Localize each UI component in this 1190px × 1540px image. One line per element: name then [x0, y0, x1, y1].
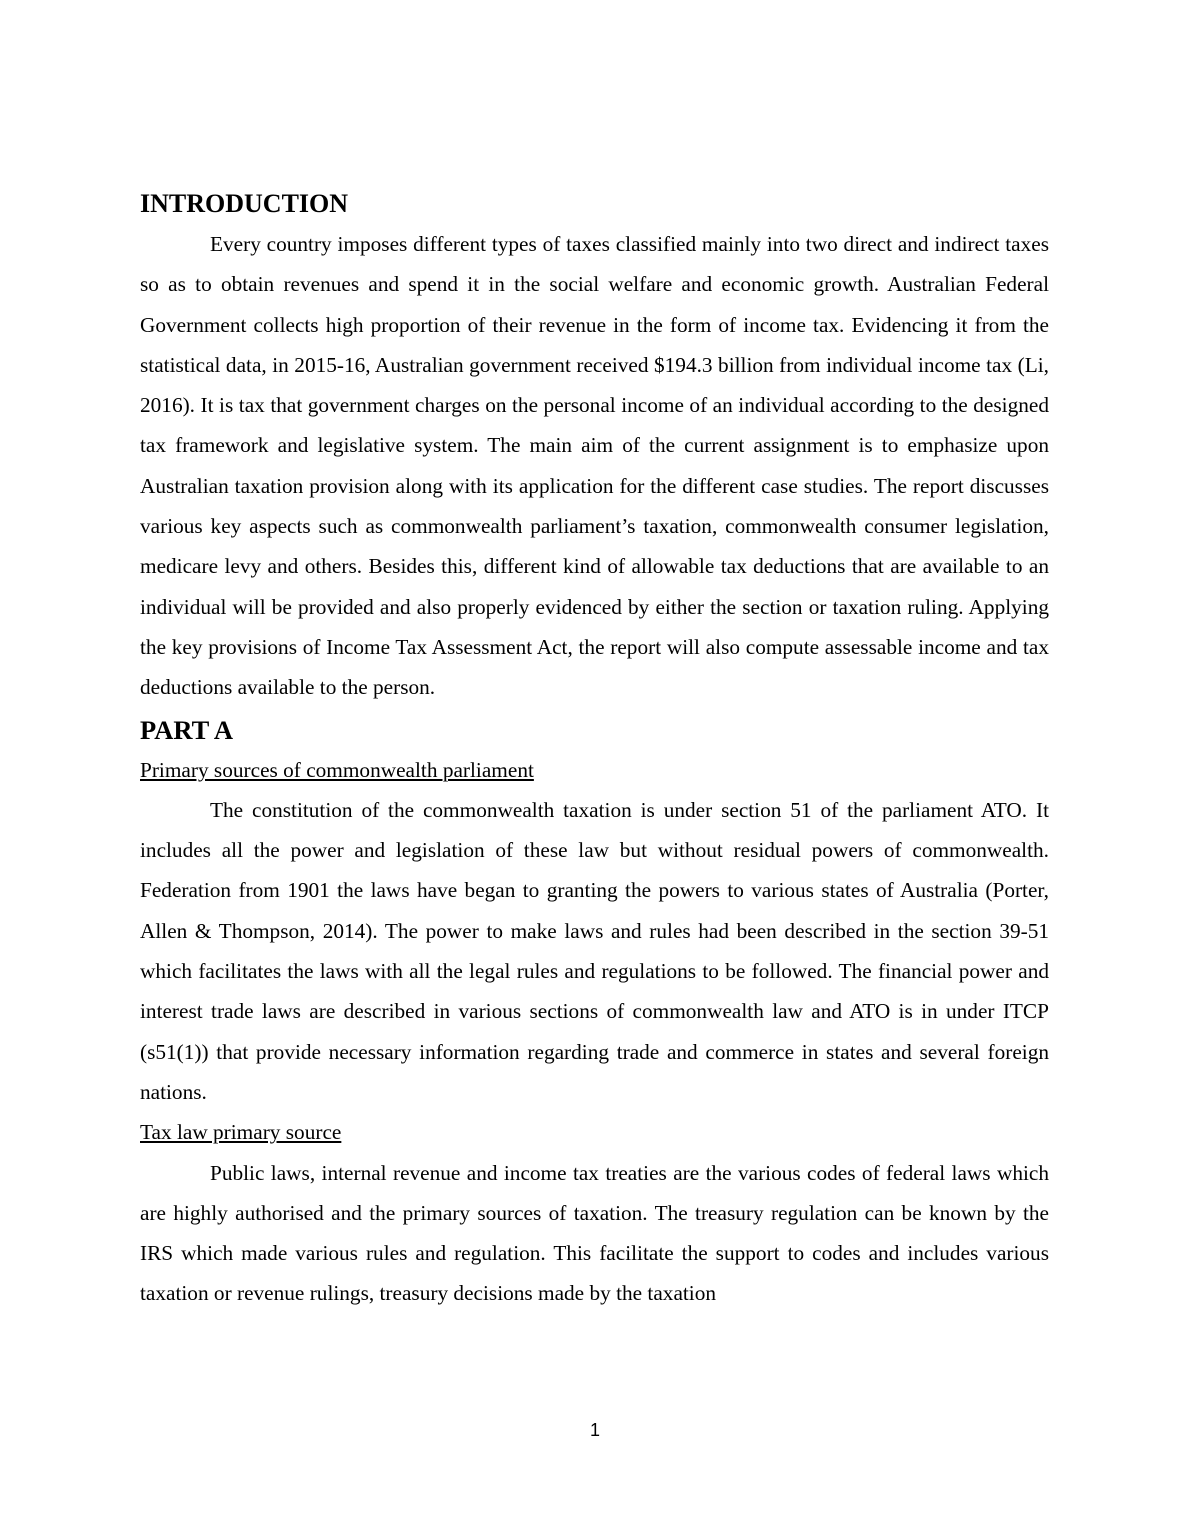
subsection-title-tax-law: Tax law primary source — [140, 1120, 342, 1145]
part-a-heading: PART A — [140, 714, 234, 745]
tax-law-paragraph: Public laws, internal revenue and income tax treaties are the various codes of federal laws which are highly authorised and the primary sources of taxation. The treasury regulation can be known by the IRS which made various rules and regulation. This facilitate the support to codes and includes various taxation or revenue rulings, treasury decisions made by the taxation — [140, 1160, 1049, 1306]
primary-sources-paragraph: The constitution of the commonwealth taxation is under section 51 of the parliament ATO. It includes all the power and legislation of these law but without residual powers of commonwealth. Federation from 1901 the laws have began to granting the powers to various states of Australia (Porter, Allen & Thompson, 2014). The power to make laws and rules had been described in the section 39-51 which facilitates the laws with all the legal rules and regulations to be followed. The financial power and interest trade laws are described in various sections of commonwealth law and ATO is in under ITCP (s51(1)) that provide necessary information regarding trade and commerce in states and several foreign nations. — [140, 797, 1049, 1104]
introduction-paragraph: Every country imposes different types of taxes classified mainly into two direct and indirect taxes so as to obtain revenues and spend it in the social welfare and economic growth. Australian Federal Government collects high proportion of their revenue in the form of income tax. Evidencing it from the statistical data, in 2015-16, Australian government received $194.3 billion from individual income tax (Li, 2016). It is tax that government charges on the personal income of an individual according to the designed tax framework and legislative system. The main aim of the current assignment is to emphasize upon Australian taxation provision along with its application for the different case studies. The report discusses various key aspects such as commonwealth parliament’s taxation, commonwealth consumer legislation, medicare levy and others. Besides this, different kind of allowable tax deductions that are available to an individual will be provided and also properly evidenced by either the section or taxation ruling. Applying the key provisions of Income Tax Assessment Act, the report will also compute assessable income and tax deductions available to the person. — [140, 232, 1049, 700]
subsection-title-primary-sources: Primary sources of commonwealth parliament — [140, 757, 534, 782]
document-page — [140, 184, 1049, 1314]
introduction-heading: INTRODUCTION — [140, 189, 349, 218]
page-number: 1 — [589, 1420, 600, 1440]
